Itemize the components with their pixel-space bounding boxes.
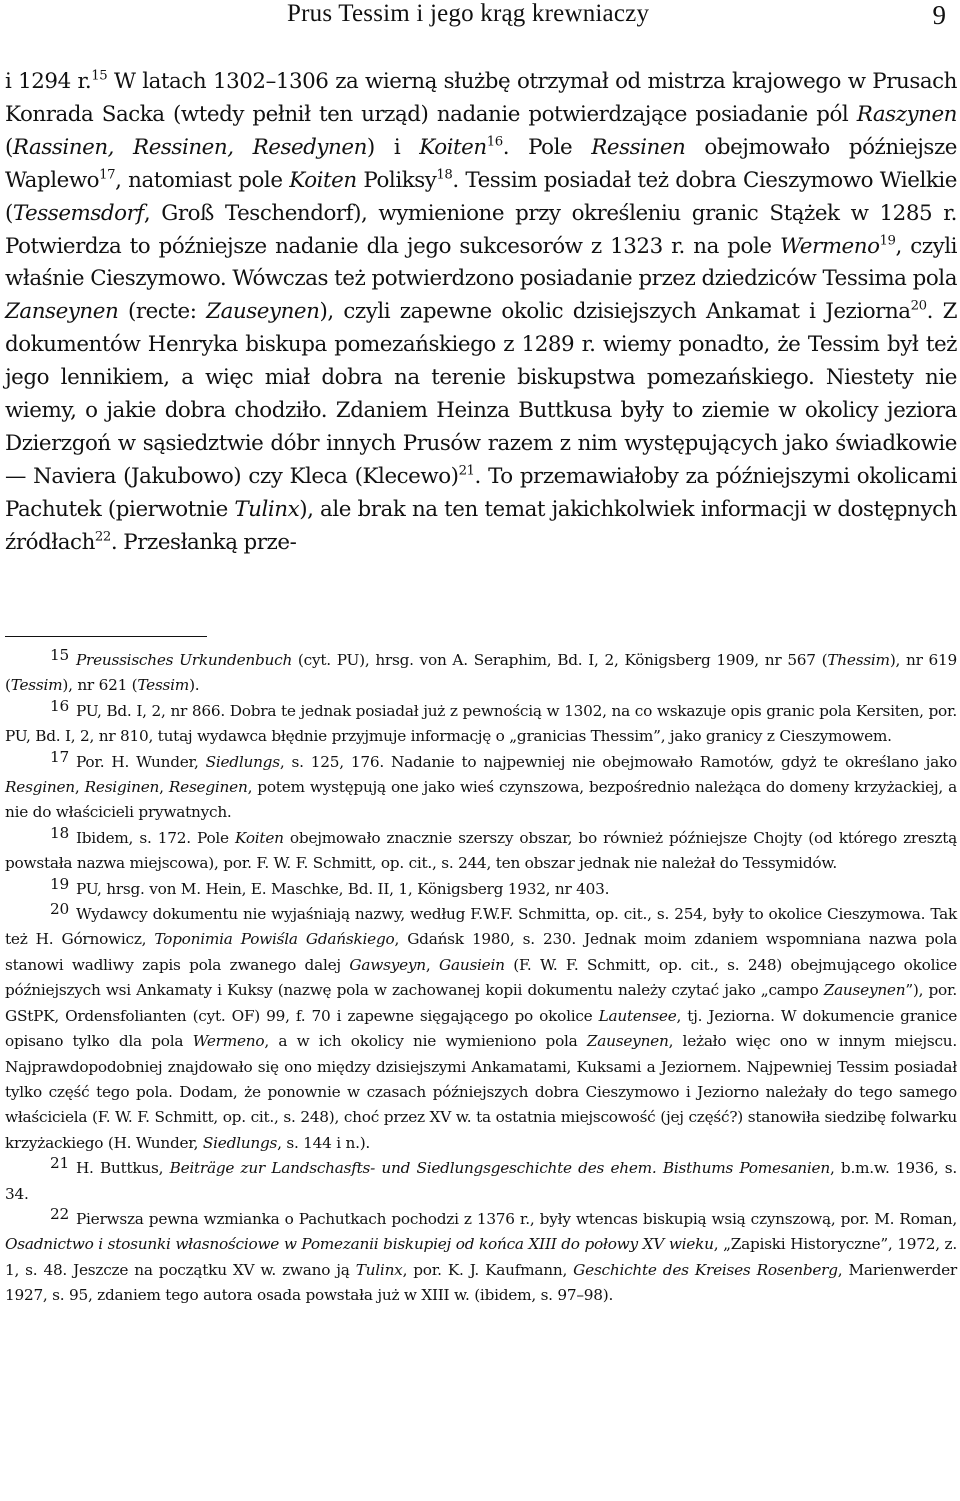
footnote-text: PU, hrsg. von M. Hein, E. Maschke, Bd. II, 1, Königsberg 1932, nr 403. — [75, 879, 610, 898]
footnote-text: Ibidem, s. 172. Pole — [75, 828, 236, 847]
footnote-text: Por. H. Wunder, — [75, 752, 206, 771]
footnote-number: 20 — [50, 900, 69, 919]
footnote-text: ). — [189, 676, 200, 695]
footnote-text: , — [74, 778, 85, 797]
footnote-17 — [5, 747, 958, 826]
footnote-text: , — [159, 778, 169, 797]
text-segment: ( — [5, 134, 13, 160]
text-segment: (recte: — [118, 299, 207, 325]
italic-title: Beiträge zur Landschasfts- und Siedlungsgeschichte des ehem. Bisthums Pomesanien — [169, 1159, 830, 1178]
italic-term: Resginen — [5, 778, 75, 797]
footnote-number: 19 — [50, 874, 69, 893]
italic-title: Geschichte des Kreises Rosenberg — [573, 1260, 838, 1279]
running-title: Prus Tessim i jego krąg krewniaczy — [287, 0, 650, 27]
footnote-text: , b.m.w. 1936, s. 34. — [5, 1159, 957, 1203]
text-segment: W latach 1302–1306 za wierną służbę otrzymał od mistrza krajowego w Prusach Konrada Sacka (wtedy pełnił ten urząd) nadanie potwierdzające posiadanie pól — [5, 69, 958, 127]
italic-term: Ressinen — [591, 134, 686, 160]
italic-title: Siedlungs — [202, 1133, 278, 1152]
footnote-ref-22[interactable]: 22 — [94, 529, 111, 545]
footnote-text: Pierwsza pewna wzmianka o Pachutkach pochodzi z 1376 r., były wtencas biskupią wsią czynszową, por. M. Roman, — [75, 1209, 957, 1228]
footnote-divider — [5, 636, 207, 637]
footnote-text: (cyt. PU), hrsg. von A. Seraphim, Bd. I, 2, Königsberg 1909, nr 567 ( — [292, 651, 828, 669]
italic-title: Toponimia Powiśla Gdańskiego — [154, 930, 395, 949]
text-segment: . Pole — [502, 134, 592, 160]
footnote-text: , tj. Jeziorna. W dokumencie granice opisano tylko dla pola — [5, 1006, 957, 1051]
italic-term: Tulinx — [355, 1260, 403, 1279]
italic-title: Preussisches Urkundenbuch — [75, 651, 293, 669]
italic-title: Osadnictwo i stosunki własnościowe w Pomezanii biskupiej od końca XIII do połowy XV wieku — [5, 1235, 714, 1254]
text-segment: . Tessim posiadał też dobra Cieszymowo Wielkie ( — [5, 167, 957, 226]
italic-term: Tulinx — [234, 496, 300, 522]
footnote-text: , por. K. J. Kaufmann, — [402, 1260, 574, 1279]
italic-term: Koiten — [419, 134, 487, 160]
footnote-text: obejmowało znacznie szerszy obszar, bo również późniejsze Chojty (od którego zresztą powstała nazwa miejscowa), por. F. W. F. Schmitt, op. cit., s. 244, ten obszar jednak nie należał do Tessymidów. — [5, 828, 957, 873]
footnote-ref-18[interactable]: 18 — [436, 167, 453, 183]
text-segment: . Przesłanką prze- — [110, 529, 297, 555]
footnote-ref-20[interactable]: 20 — [910, 298, 927, 314]
footnote-text: ”), por. GStPK, Ordensfolianten (cyt. OF) 99, f. 70 i zapewne sięgającego po okolice — [5, 981, 957, 1025]
footnote-16 — [5, 696, 957, 750]
italic-term: Zauseynen — [586, 1032, 669, 1051]
text-segment: , czyli właśnie Cieszymowo. Wówczas też potwierdzono posiadanie przez dziedziców Tessima pola — [5, 233, 957, 292]
italic-term: Zauseynen — [206, 299, 320, 325]
italic-term: Reseginen — [168, 778, 248, 797]
footnote-number: 22 — [50, 1204, 69, 1223]
text-segment: ), ale brak na ten temat jakichkolwiek informacji w dostępnych źródłach — [5, 496, 957, 555]
italic-title: Siedlungs — [205, 752, 280, 771]
text-segment: ), czyli zapewne okolic dzisiejszych Ankamat i Jeziorna — [319, 299, 911, 325]
italic-term: Gausiein — [439, 955, 505, 974]
footnote-text: (F. W. F. Schmitt, op. cit., s. 248) obejmującego okolice późniejszych wsi Ankamaty i Kuksy (nazwę pola w zachowanej kopii dokumentu należy czytać jako „campo — [5, 955, 957, 1000]
footnote-text: ), nr 619 ( — [5, 651, 958, 695]
italic-term: Wermeno — [192, 1032, 265, 1051]
italic-term: Raszynen — [856, 101, 957, 127]
footnote-number: 21 — [50, 1154, 69, 1173]
footnotes — [5, 648, 957, 1309]
italic-term: Lautensee — [598, 1006, 677, 1025]
italic-term: Wermeno — [779, 233, 880, 259]
footnote-ref-17[interactable]: 17 — [99, 167, 116, 183]
italic-term: Resiginen — [84, 778, 160, 797]
italic-term: Tessim — [10, 676, 63, 695]
footnote-21 — [5, 1156, 957, 1207]
text-segment: Poliksy — [356, 167, 437, 193]
footnote-text: , — [425, 955, 439, 974]
footnote-text: H. Buttkus, — [75, 1159, 170, 1178]
footnote-20 — [5, 902, 957, 1156]
footnote-22 — [5, 1204, 957, 1309]
text-segment: , natomiast pole — [115, 167, 290, 193]
italic-term: Koiten — [235, 828, 284, 847]
italic-term: Koiten — [289, 167, 357, 193]
text-segment: , Groß Teschendorf), wymienione przy określeniu granic Stążek w 1285 r. Potwierdza to późniejsze nadanie dla jego sukcesorów z 1323 r. na pole — [5, 200, 957, 259]
footnote-text: , Marienwerder 1927, s. 95, zdaniem tego autora osada powstała już w XIII w. (ibidem, s. 97–98). — [5, 1260, 957, 1305]
text-segment: . To przemawiałoby za późniejszymi okolicami Pachutek (pierwotnie — [5, 463, 957, 522]
page-number: 9 — [932, 0, 946, 30]
footnote-number: 18 — [50, 823, 69, 842]
italic-term: Tessemsdorf — [12, 200, 144, 226]
body-text — [5, 66, 957, 560]
footnote-ref-19[interactable]: 19 — [879, 232, 896, 248]
footnote-text: , Gdańsk 1980, s. 230. Jednak moim zdaniem wspomniana nazwa pola stanowi wadliwy zapis pola zwanego dalej — [5, 930, 957, 974]
italic-term: Zauseynen — [823, 981, 906, 1000]
text-segment: i 1294 r. — [5, 69, 92, 94]
running-header — [0, 0, 960, 44]
footnote-text: , a w ich okolicy nie wymieniono pola — [264, 1032, 587, 1051]
footnote-text: , potem występują one jako wieś czynszowa, bezpośrednio należąca do domeny krzyżackiej, a nie do właścicieli prywatnych. — [5, 778, 958, 822]
footnote-ref-16[interactable]: 16 — [486, 134, 503, 150]
footnote-number: 17 — [50, 747, 69, 766]
footnote-text: , leżało więc ono w innym miejscu. Najprawdopodobniej znajdowało się ono między dzisiejszymi Ankamatami, Kuksami a Jeziornem. Najpewniej Tessim posiadał tylko część tego pola. Dodam, że ponownie w czasach późniejszych dobra Cieszymowo i Jeziorno należały do tego samego właściciela (F. W. F. Schmitt, op. cit., s. 248), choć przez XV w. ta ostatnia miejscowość (jej część?) stanowiła siedzibę folwarku krzyżackiego (H. Wunder, — [5, 1032, 957, 1152]
footnote-15 — [5, 648, 957, 699]
footnote-text: ), nr 621 ( — [62, 676, 138, 695]
footnote-text: Wydawcy dokumentu nie wyjaśniają nazwy, według F.W.F. Schmitta, op. cit., s. 254, były to okolice Cieszymowa. Tak też H. Górnowicz, — [5, 905, 957, 949]
footnote-18 — [5, 823, 957, 877]
italic-term: Rassinen, Ressinen, Resedynen — [12, 134, 367, 160]
footnote-number: 15 — [50, 646, 69, 664]
footnote-text: PU, Bd. I, 2, nr 866. Dobra te jednak posiadał już z pewnością w 1302, na co wskazuje opis granic pola Kersiten, por. PU, Bd. I, 2, nr 810, tutaj wydawca błędnie przyjmuje informację o „granicias Thessim”, jako granicy z Cieszymowem. — [5, 701, 957, 746]
footnote-text: , s. 144 i n.). — [277, 1133, 371, 1152]
footnote-number: 16 — [50, 696, 69, 715]
footnote-ref-15[interactable]: 15 — [91, 68, 108, 84]
footnote-ref-21[interactable]: 21 — [458, 463, 475, 479]
text-segment: ) i — [366, 134, 420, 160]
italic-term: Gawsyeyn — [349, 955, 426, 974]
text-segment: obejmowało późniejsze Waplewo — [5, 134, 957, 193]
italic-term: Zanseynen — [5, 299, 119, 325]
italic-term: Tessim — [137, 676, 190, 695]
text-segment: . Z dokumentów Henryka biskupa pomezańskiego z 1289 r. wiemy ponadto, że Tessim był też jego lennikiem, a więc miał dobra na terenie biskupstwa pomezańskiego. Niestety nie wiemy, o jakie dobra chodziło. Zdaniem Heinza Buttkusa były to ziemie w okolicy jeziora Dzierzgoń w sąsiedztwie dóbr innych Prusów razem z nim występujących jako świadkowie — Naviera (Jakubowo) czy Kleca (Klecewo) — [5, 299, 957, 489]
footnote-19 — [5, 874, 957, 902]
footnote-text: , „Zapiski Historyczne”, 1972, z. 1, s. 48. Jeszcze na początku XV w. zwano ją — [5, 1235, 957, 1279]
italic-term: Thessim — [827, 651, 890, 669]
footnote-text: , s. 125, 176. Nadanie to najpewniej nie obejmowało Ramotów, gdyż te określano jako — [279, 752, 957, 771]
